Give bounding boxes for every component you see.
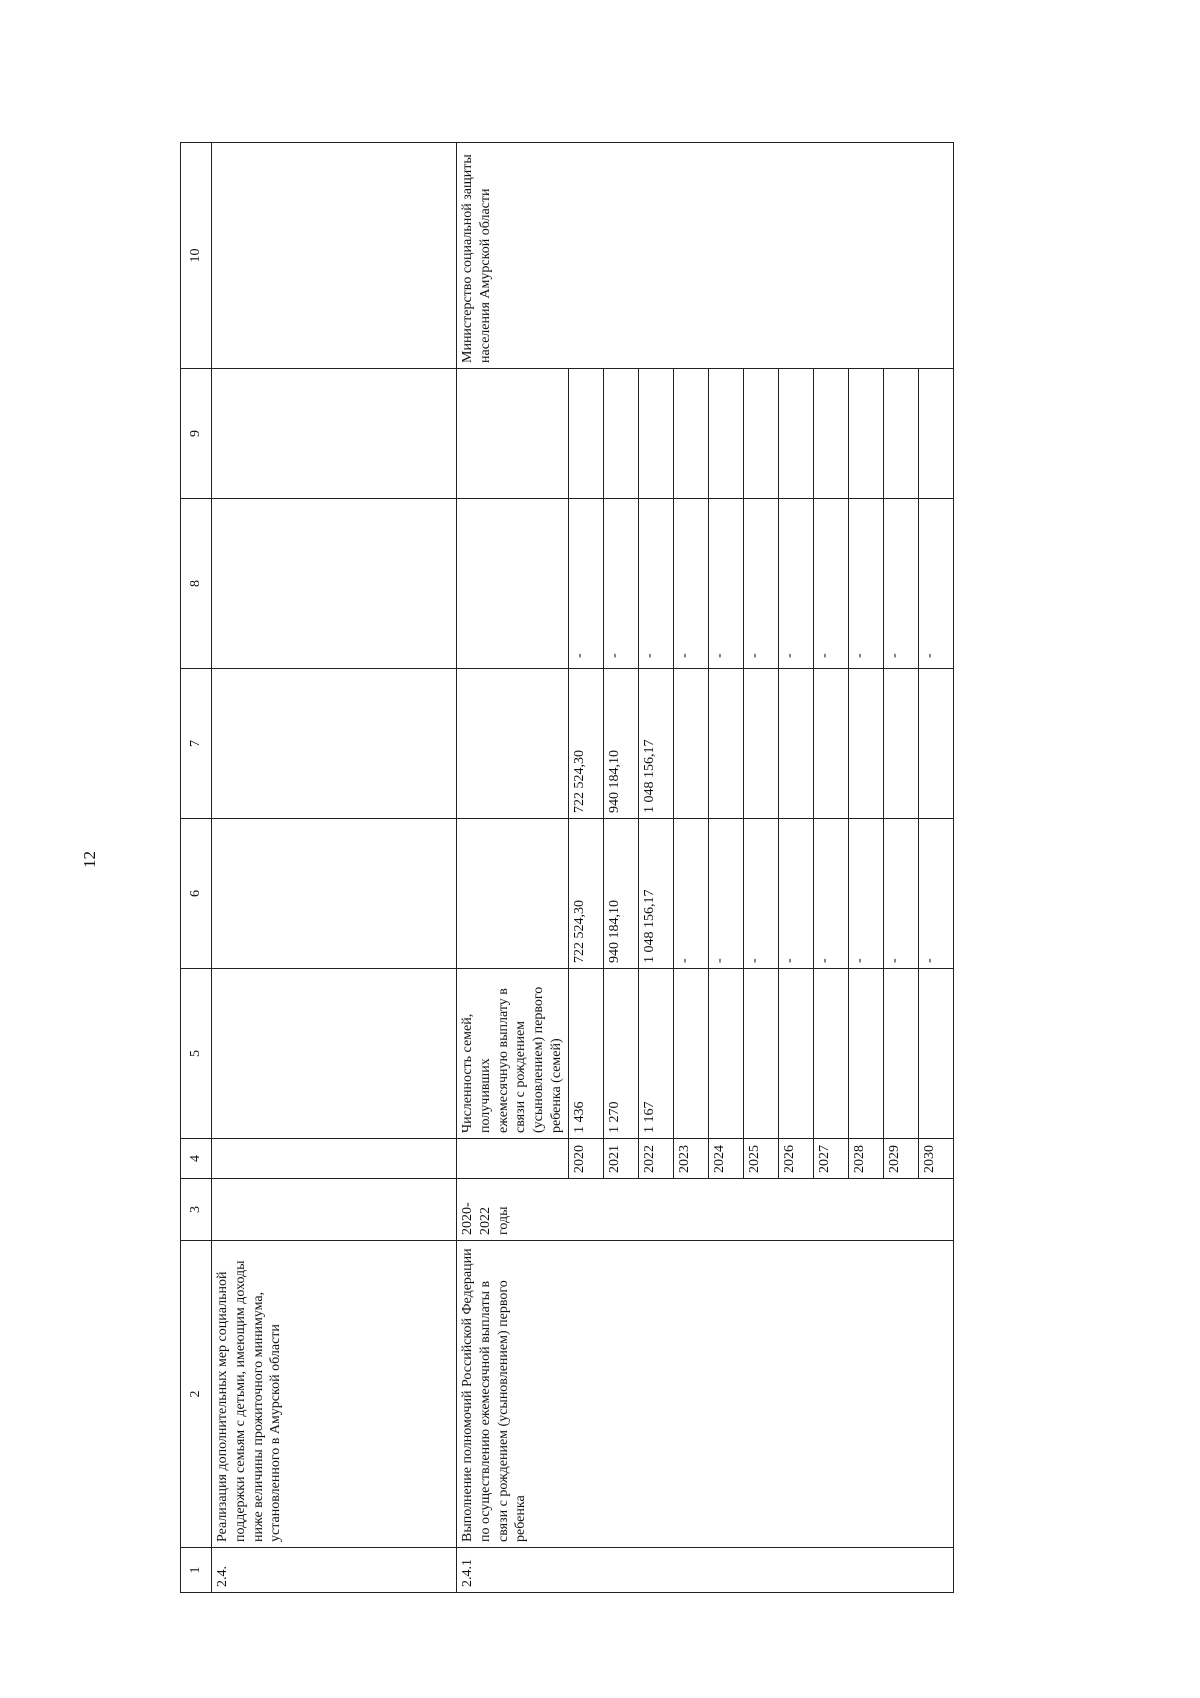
indicator-value: 1 436 [568, 969, 603, 1139]
col7-value [813, 669, 848, 819]
indicator-value [918, 969, 953, 1139]
col7-value [743, 669, 778, 819]
col7-value [673, 669, 708, 819]
header-col-10: 10 [181, 143, 212, 369]
col7-value [883, 669, 918, 819]
indicator-value: 1 270 [603, 969, 638, 1139]
col8-value: - [603, 499, 638, 669]
col7-value [778, 669, 813, 819]
indicator-value: 1 167 [638, 969, 673, 1139]
year-cell: 2025 [743, 1139, 778, 1179]
col8-value: - [883, 499, 918, 669]
header-row [181, 143, 212, 1593]
header-col-9: 9 [181, 369, 212, 499]
row-number: 2.4. [212, 1548, 457, 1593]
col8-value: - [638, 499, 673, 669]
col7-value [918, 669, 953, 819]
col9-value [778, 369, 813, 499]
col6-value: - [673, 819, 708, 969]
indicator-value [673, 969, 708, 1139]
col8-value: - [743, 499, 778, 669]
year-cell: 2024 [708, 1139, 743, 1179]
year-cell: 2022 [638, 1139, 673, 1179]
col8-value: - [848, 499, 883, 669]
year-cell: 2028 [848, 1139, 883, 1179]
col6-value: 1 048 156,17 [638, 819, 673, 969]
header-col-8: 8 [181, 499, 212, 669]
col6-value: - [918, 819, 953, 969]
col6-value: - [813, 819, 848, 969]
indicator-value [813, 969, 848, 1139]
indicator-name: Численность семей, получивших ежемесячную выплату в связи с рождением (усыновлением) первого ребенка (семей) [457, 969, 569, 1139]
col7-value: 940 184,10 [603, 669, 638, 819]
page-number: 12 [80, 851, 99, 868]
indicator-value [883, 969, 918, 1139]
program-table [180, 142, 954, 1593]
col8-value: - [708, 499, 743, 669]
header-col-3: 3 [181, 1179, 212, 1241]
col8-value: - [813, 499, 848, 669]
col8-value: - [918, 499, 953, 669]
measure-name: Выполнение полномочий Российской Федерации по осуществлению ежемесячной выплаты в связи с рождением (усыновлением) первого ребенка [457, 1241, 954, 1548]
indicator-value [708, 969, 743, 1139]
col9-value [568, 369, 603, 499]
col7-value: 1 048 156,17 [638, 669, 673, 819]
period: 2020-2022 годы [457, 1179, 954, 1241]
executor: Министерство социальной защиты населения Амурской области [457, 143, 954, 369]
col6-value: 722 524,30 [568, 819, 603, 969]
indicator-value [778, 969, 813, 1139]
col9-value [708, 369, 743, 499]
year-cell: 2029 [883, 1139, 918, 1179]
header-col-2: 2 [181, 1241, 212, 1548]
col7-value [708, 669, 743, 819]
col8-value: - [673, 499, 708, 669]
indicator-value [743, 969, 778, 1139]
col6-value: - [883, 819, 918, 969]
col7-value: 722 524,30 [568, 669, 603, 819]
col9-value [603, 369, 638, 499]
col9-value [848, 369, 883, 499]
measure-name: Реализация дополнительных мер социальной поддержки семьям с детьми, имеющим доходы ниже величины прожиточного минимума, установленного в Амурской области [212, 1241, 457, 1548]
col9-value [743, 369, 778, 499]
col7-value [848, 669, 883, 819]
col9-value [638, 369, 673, 499]
year-cell: 2030 [918, 1139, 953, 1179]
year-cell: 2023 [673, 1139, 708, 1179]
col9-value [813, 369, 848, 499]
col6-value: - [708, 819, 743, 969]
col6-value: 940 184,10 [603, 819, 638, 969]
year-cell: 2021 [603, 1139, 638, 1179]
header-col-4: 4 [181, 1139, 212, 1179]
table-row [212, 143, 457, 1593]
header-col-5: 5 [181, 969, 212, 1139]
col8-value: - [778, 499, 813, 669]
col9-value [883, 369, 918, 499]
col9-value [918, 369, 953, 499]
header-col-7: 7 [181, 669, 212, 819]
col6-value: - [743, 819, 778, 969]
header-col-1: 1 [181, 1548, 212, 1593]
col9-value [673, 369, 708, 499]
year-cell: 2027 [813, 1139, 848, 1179]
table-row [457, 143, 569, 1593]
year-cell: 2020 [568, 1139, 603, 1179]
col6-value: - [848, 819, 883, 969]
year-cell: 2026 [778, 1139, 813, 1179]
indicator-value [848, 969, 883, 1139]
header-col-6: 6 [181, 819, 212, 969]
row-number: 2.4.1 [457, 1548, 954, 1593]
col6-value: - [778, 819, 813, 969]
col8-value: - [568, 499, 603, 669]
